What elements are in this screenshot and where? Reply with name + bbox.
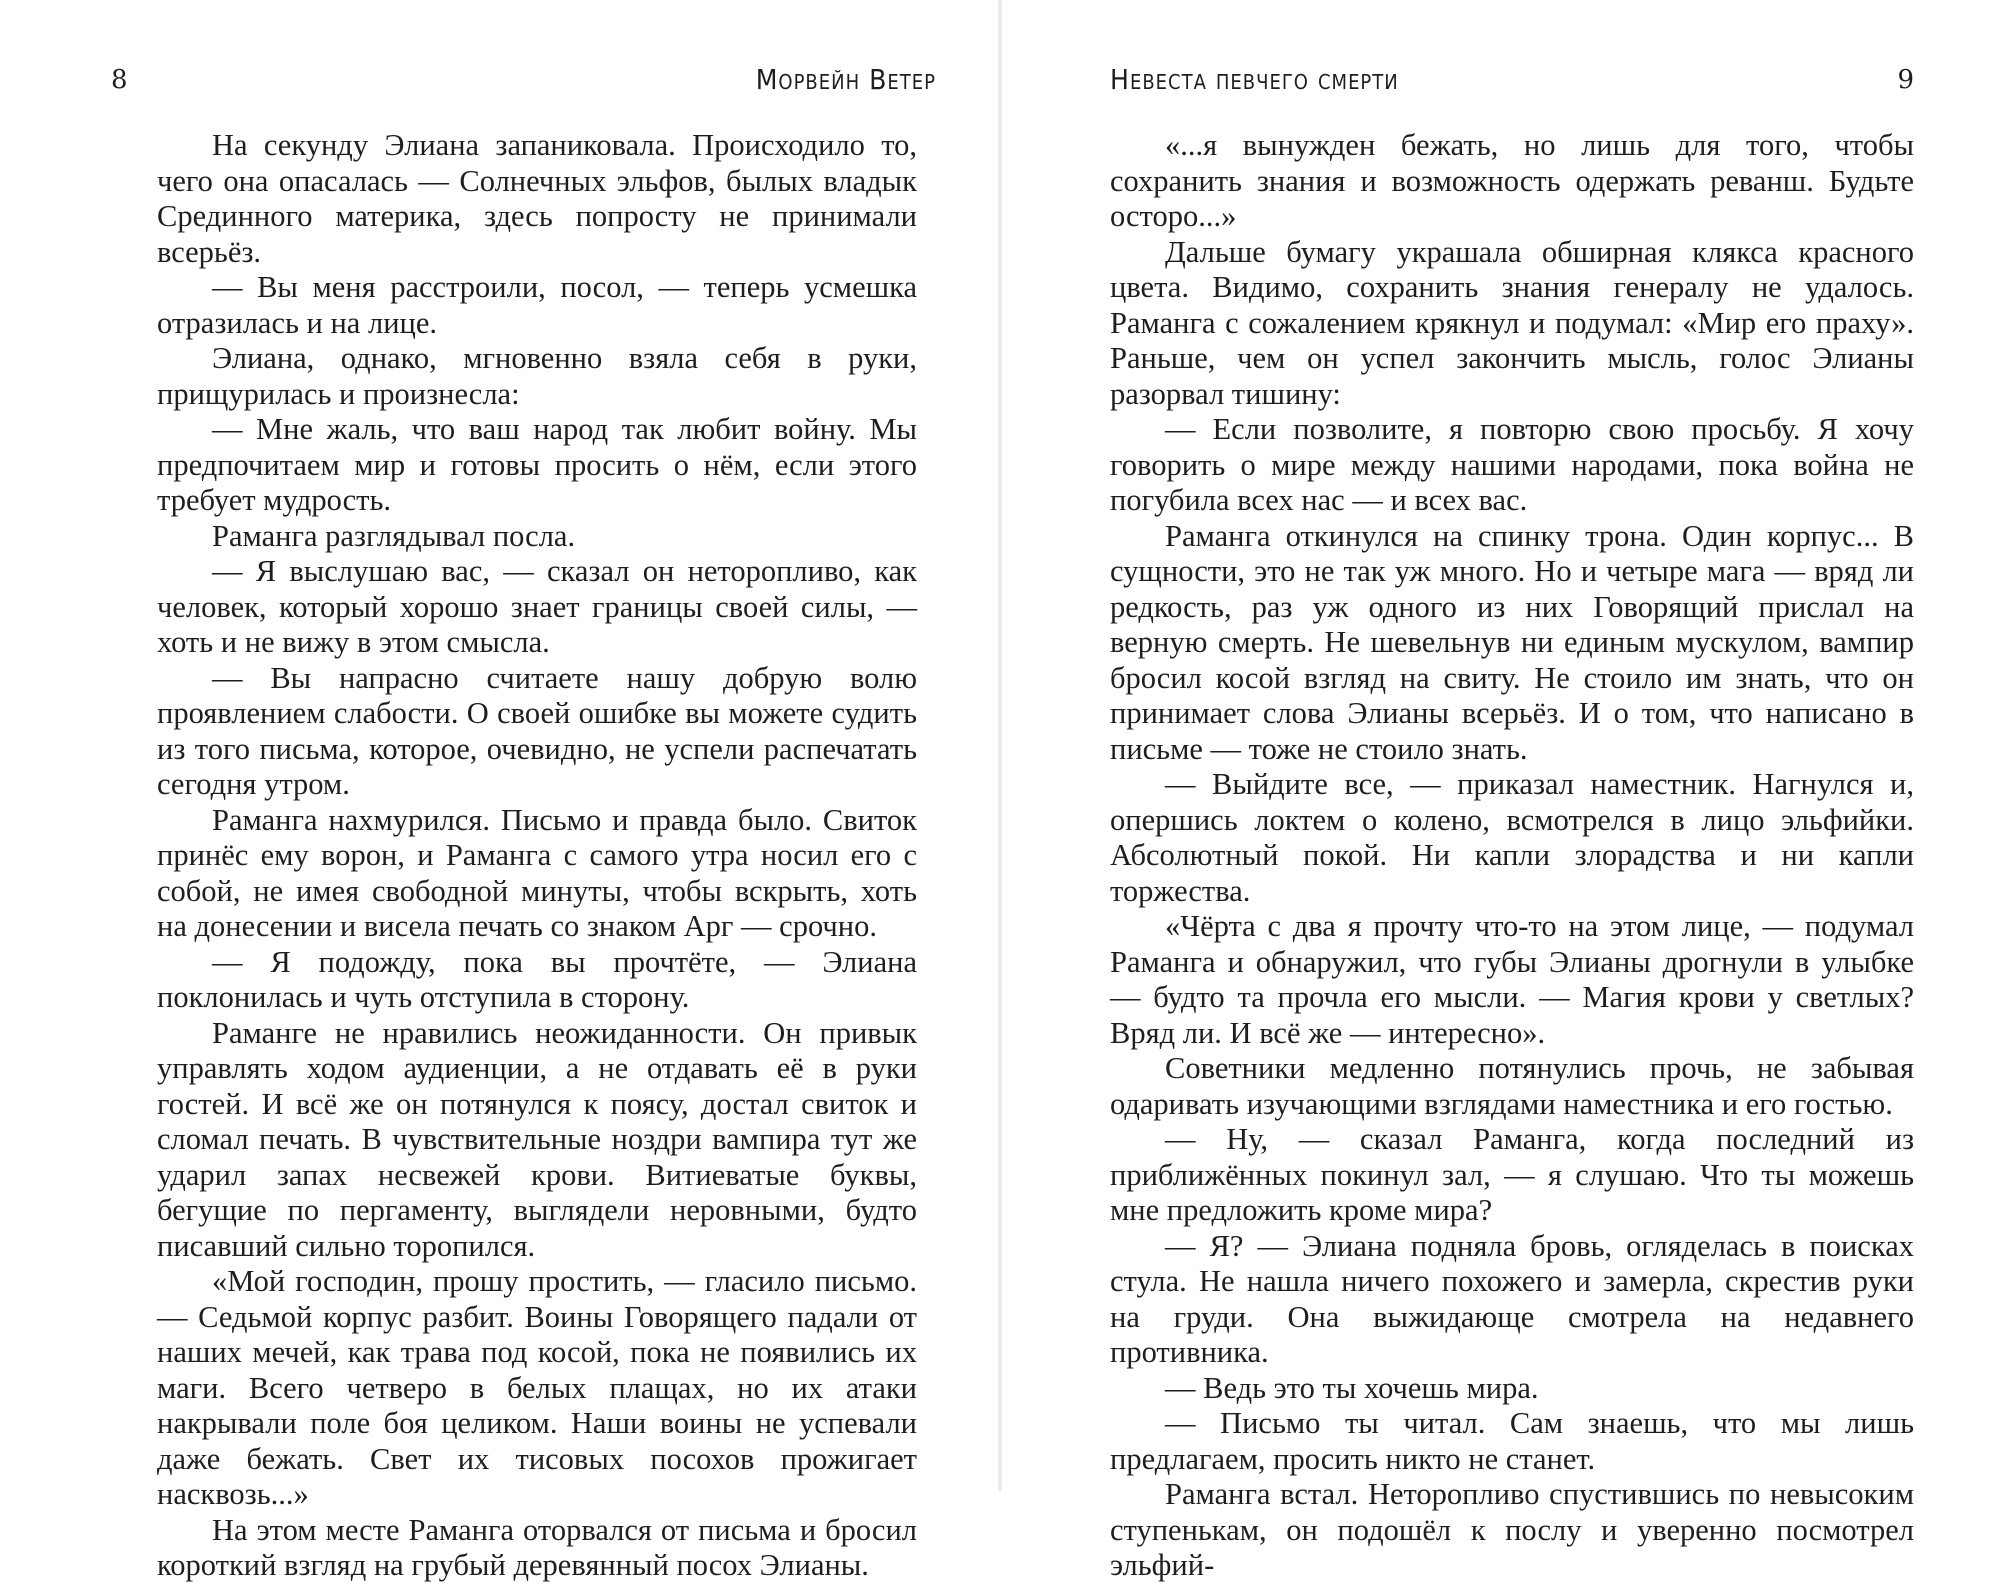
right-page-header	[1110, 52, 1914, 108]
paragraph: Раманга нахмурился. Письмо и правда было. Свиток принёс ему ворон, и Раманга с самого утра носил его с собой, не имея свободной минуты, чтобы вскрыть, хоть на донесении и висела печать со знаком Арг — срочно.	[157, 802, 917, 943]
right-running-title: Невеста певчего смерти	[1110, 63, 1399, 96]
left-page	[0, 0, 1000, 1582]
paragraph: Раманге не нравились неожиданности. Он привык управлять ходом аудиенции, а не отдавать её в руки гостей. И всё же он потянулся к поясу, достал свиток и сломал печать. В чувствительные ноздри вампира тут же ударил запах несвежей крови. Витиеватые буквы, бегущие по пергаменту, выглядели неровными, будто писавший сильно торопился.	[157, 1015, 917, 1263]
left-page-number: 8	[111, 65, 128, 95]
paragraph: «Мой господин, прошу простить, — гласило письмо. — Седьмой корпус разбит. Воины Говорящего падали от наших мечей, как трава под косой, пока не появились их маги. Всего четверо в белых плащах, но их атаки накрывали поле боя целиком. Наши воины не успевали даже бежать. Свет их тисовых посохов прожигает насквозь...»	[157, 1264, 917, 1511]
paragraph: Советники медленно потянулись прочь, не забывая одаривать изучающими взглядами наместника и его гостью.	[1110, 1051, 1914, 1121]
paragraph: Элиана, однако, мгновенно взяла себя в руки, прищурилась и произнесла:	[157, 341, 917, 411]
paragraph: «...я вынужден бежать, но лишь для того, чтобы сохранить знания и возможность одержать реванш. Будьте осторо...»	[1110, 128, 1914, 233]
paragraph: — Я? — Элиана подняла бровь, огляделась в поисках стула. Не нашла ничего похожего и замерла, скрестив руки на груди. Она выжидающе смотрела на недавнего противника.	[1110, 1228, 1914, 1369]
right-page-body	[1110, 128, 1914, 1584]
right-page	[1000, 0, 2000, 1582]
left-page-body	[157, 128, 917, 1584]
paragraph: Дальше бумагу украшала обширная клякса красного цвета. Видимо, сохранить знания генералу не удалось. Раманга с сожалением крякнул и подумал: «Мир его праху». Раньше, чем он успел закончить мысль, голос Элианы разорвал тишину:	[1110, 234, 1914, 411]
right-page-number: 9	[1897, 65, 1914, 95]
paragraph: Раманга разглядывал посла.	[212, 518, 576, 553]
paragraph: Раманга откинулся на спинку трона. Один корпус... В сущности, это не так уж много. Но и четыре мага — вряд ли редкость, раз уж одного из них Говорящий прислал на верную смерть. Не шевельнув ни единым мускулом, вампир бросил косой взгляд на свиту. Не стоило им знать, что он принимает слова Элианы всерьёз. И о том, что написано в письме — тоже не стоило знать.	[1110, 518, 1914, 766]
paragraph: — Вы напрасно считаете нашу добрую волю проявлением слабости. О своей ошибке вы можете судить из того письма, которое, очевидно, не успели распечатать сегодня утром.	[157, 660, 917, 801]
left-page-header	[111, 52, 936, 108]
paragraph: На секунду Элиана запаниковала. Происходило то, чего она опасалась — Солнечных эльфов, былых владык Срединного материка, здесь попросту не принимали всерьёз.	[157, 128, 917, 269]
paragraph: — Вы меня расстроили, посол, — теперь усмешка отразилась и на лице.	[157, 270, 917, 340]
paragraph: «Чёрта с два я прочту что-то на этом лице, — подумал Раманга и обнаружил, что губы Элианы дрогнули в улыбке — будто та прочла его мысли. — Магия крови у светлых? Вряд ли. И всё же — интересно».	[1110, 909, 1914, 1050]
paragraph: — Выйдите все, — приказал наместник. Нагнулся и, опершись локтем о колено, всмотрелся в лицо эльфийки. Абсолютный покой. Ни капли злорадства и ни капли торжества.	[1110, 767, 1914, 908]
paragraph: — Я выслушаю вас, — сказал он неторопливо, как человек, который хорошо знает границы своей силы, — хоть и не вижу в этом смысла.	[157, 554, 917, 659]
paragraph: — Ну, — сказал Раманга, когда последний из приближённых покинул зал, — я слушаю. Что ты можешь мне предложить кроме мира?	[1110, 1122, 1914, 1227]
paragraph: На этом месте Раманга оторвался от письма и бросил короткий взгляд на грубый деревянный посох Элианы.	[157, 1512, 917, 1582]
paragraph: — Если позволите, я повторю свою просьбу. Я хочу говорить о мире между нашими народами, пока война не погубила всех нас — и всех вас.	[1110, 412, 1914, 517]
paragraph: Раманга встал. Неторопливо спустившись по невысоким ступенькам, он подошёл к послу и уверенно посмотрел эльфий-	[1110, 1477, 1914, 1582]
paragraph: — Я подожду, пока вы прочтёте, — Элиана поклонилась и чуть отступила в сторону.	[157, 944, 917, 1014]
paragraph: — Ведь это ты хочешь мира.	[1165, 1370, 1539, 1405]
paragraph: — Письмо ты читал. Сам знаешь, что мы лишь предлагаем, просить никто не станет.	[1110, 1406, 1914, 1476]
left-running-title: Морвейн Ветер	[755, 63, 936, 96]
paragraph: — Мне жаль, что ваш народ так любит войну. Мы предпочитаем мир и готовы просить о нём, если этого требует мудрость.	[157, 412, 917, 517]
